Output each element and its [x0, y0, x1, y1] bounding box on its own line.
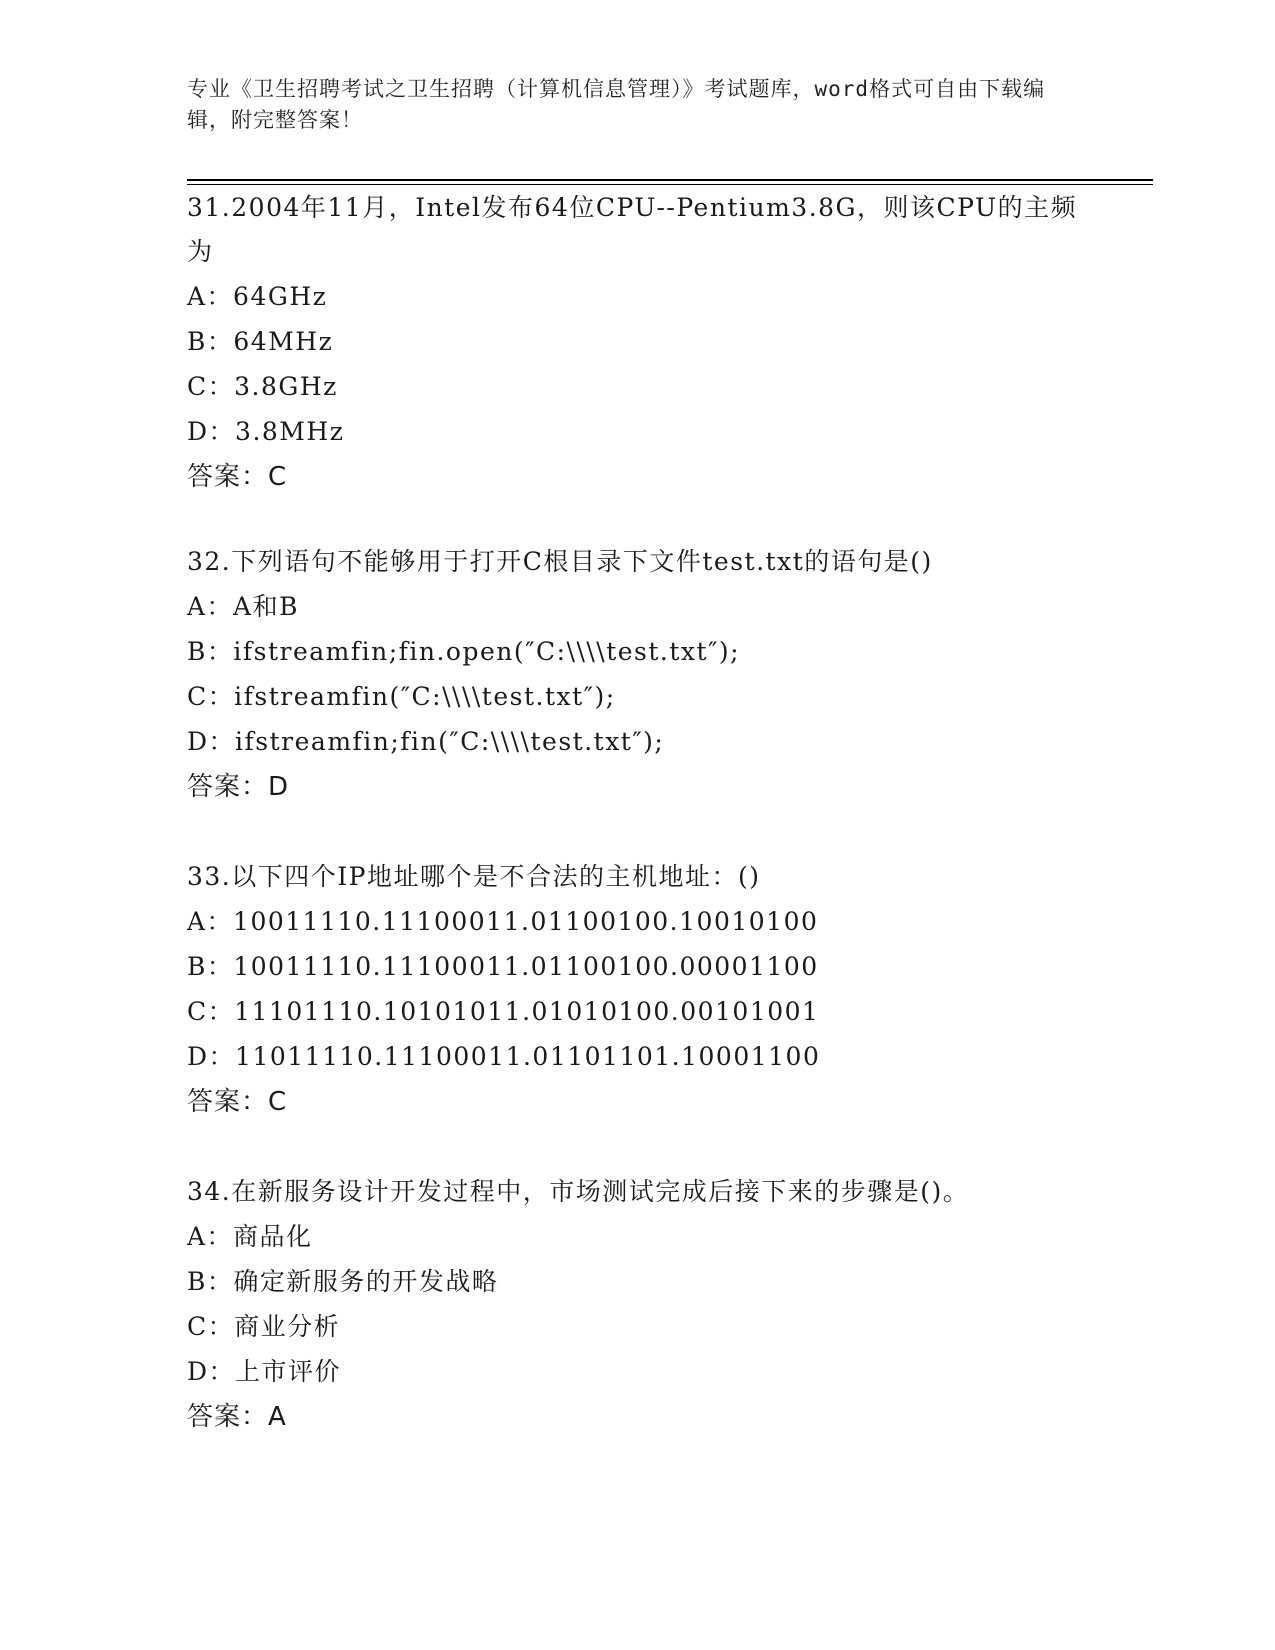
option-b: B：确定新服务的开发战略 — [187, 1267, 499, 1296]
option-a: A：10011110.11100011.01100100.10010100 — [187, 907, 819, 936]
answer: 答案：C — [187, 462, 288, 492]
option-a: A：A和B — [187, 592, 299, 621]
option-c: C：11101110.10101011.01010100.00101001 — [187, 997, 820, 1026]
header-divider-thick — [187, 179, 1153, 181]
option-c: C：ifstreamfin(″C:\\\\test.txt″); — [187, 682, 616, 711]
option-b: B：ifstreamfin;fin.open(″C:\\\\test.txt″); — [187, 637, 741, 666]
question-stem: 33.以下四个IP地址哪个是不合法的主机地址：() — [187, 862, 761, 891]
option-c: C：3.8GHz — [187, 372, 338, 401]
document-intro: 专业《卫生招聘考试之卫生招聘（计算机信息管理）》考试题库，word格式可自由下载编辑，附完整答案！ — [187, 77, 1046, 132]
answer: 答案：D — [187, 772, 290, 802]
option-b: B：10011110.11100011.01100100.00001100 — [187, 952, 819, 981]
option-a: A：商品化 — [187, 1222, 313, 1251]
option-b: B：64MHz — [187, 327, 334, 356]
answer: 答案：C — [187, 1087, 288, 1117]
question-31 — [187, 186, 1087, 500]
option-d: D：3.8MHz — [187, 417, 345, 446]
question-34 — [187, 1170, 1087, 1440]
question-33 — [187, 855, 1087, 1125]
option-d: D：ifstreamfin;fin(″C:\\\\test.txt″); — [187, 727, 665, 756]
header-divider-thin — [187, 184, 1153, 185]
option-d: D：11011110.11100011.01101101.10001100 — [187, 1042, 821, 1071]
option-a: A：64GHz — [187, 282, 328, 311]
option-c: C：商业分析 — [187, 1312, 341, 1341]
question-stem: 34.在新服务设计开发过程中，市场测试完成后接下来的步骤是()。 — [187, 1177, 970, 1206]
question-stem: 31.2004年11月，Intel发布64位CPU--Pentium3.8G，则该CPU的主频为 — [187, 193, 1078, 266]
option-d: D：上市评价 — [187, 1357, 342, 1386]
question-32 — [187, 540, 1087, 810]
question-stem: 32.下列语句不能够用于打开C根目录下文件test.txt的语句是() — [187, 547, 933, 576]
answer: 答案：A — [187, 1402, 287, 1432]
